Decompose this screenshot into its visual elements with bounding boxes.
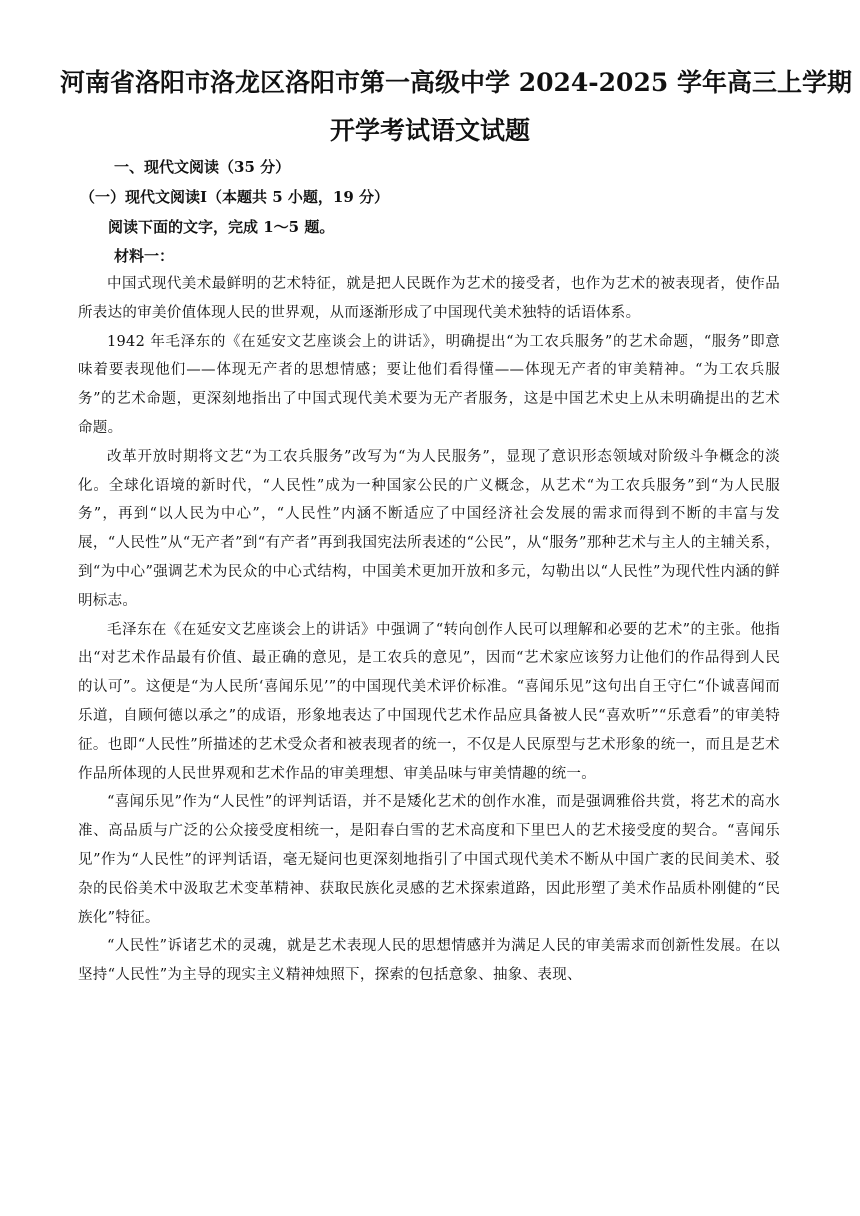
section-heading: 一、现代文阅读（35 分）	[114, 158, 291, 176]
document-title-line-1: 河南省洛阳市洛龙区洛阳市第一高级中学 2024-2025 学年高三上学期	[60, 68, 852, 97]
paragraph: 1942 年毛泽东的《在延安文艺座谈会上的讲话》，明确提出“为工农兵服务”的艺术命题，“服务”即意味着要表现他们——体现无产者的思想情感；要让他们看得懂——体现无产者的审美精神。“为工农兵服务”的艺术命题，更深刻地指出了中国式现代美术要为无产者服务，这是中国艺术史上从未明确提出的艺术命题。	[78, 333, 780, 436]
subsection-heading: （一）现代文阅读Ⅰ（本题共 5 小题，19 分）	[80, 188, 389, 206]
material-label: 材料一：	[114, 247, 175, 265]
paragraph: “喜闻乐见”作为“人民性”的评判话语，并不是矮化艺术的创作水准，而是强调雅俗共赏，将艺术的高水准、高品质与广泛的公众接受度相统一，是阳春白雪的艺术高度和下里巴人的艺术接受度的契合。“喜闻乐见”作为“人民性”的评判话语，毫无疑问也更深刻地指引了中国式现代美术不断从中国广袤的民间美术、驳杂的民俗美术中汲取艺术变革精神、获取民族化灵感的艺术探索道路，因此形塑了美术作品质朴刚健的“民族化”特征。	[78, 794, 780, 926]
paragraph: “人民性”诉诸艺术的灵魂，就是艺术表现人民的思想情感并为满足人民的审美需求而创新性发展。在以坚持“人民性”为主导的现实主义精神烛照下，探索的包括意象、抽象、表现、	[78, 938, 780, 984]
document-title-line-2: 开学考试语文试题	[329, 116, 530, 145]
paragraph: 毛泽东在《在延安文艺座谈会上的讲话》中强调了“转向创作人民可以理解和必要的艺术”的主张。他指出“对艺术作品最有价值、最正确的意见，是工农兵的意见”，因而“艺术家应该努力让他们的作品得到人民的认可”。这便是“为人民所‘喜闻乐见’”的中国现代美术评价标准。“喜闻乐见”这句出自王守仁“仆诚喜闻而乐道，自顾何德以承之”的成语，形象地表达了中国现代艺术作品应具备被人民“喜欢听”“乐意看”的审美特征。也即“人民性”所描述的艺术受众者和被表现者的统一，不仅是人民原型与艺术形象的统一，而且是艺术作品所体现的人民世界观和艺术作品的审美理想、审美品味与审美情趣的统一。	[78, 621, 780, 782]
paragraph: 改革开放时期将文艺“为工农兵服务”改写为“为人民服务”，显现了意识形态领域对阶级斗争概念的淡化。全球化语境的新时代，“人民性”成为一种国家公民的广义概念，从艺术“为工农兵服务”到“为人民服务”，再到“以人民为中心”，“人民性”内涵不断适应了中国经济社会发展的需求而得到不断的丰富与发展，“人民性”从“无产者”到“有产者”再到我国宪法所表述的“公民”，从“服务”那种艺术与主人的主辅关系，到“为中心”强调艺术为民众的中心式结构，中国美术更加开放和多元，勾勒出以“人民性”为现代性内涵的鲜明标志。	[78, 448, 780, 609]
reading-instruction: 阅读下面的文字，完成 1～5 题。	[108, 218, 335, 236]
paragraph: 中国式现代美术最鲜明的艺术特征，就是把人民既作为艺术的接受者，也作为艺术的被表现者，使作品所表达的审美价值体现人民的世界观，从而逐渐形成了中国现代美术独特的话语体系。	[78, 276, 780, 321]
article-body	[78, 270, 780, 990]
